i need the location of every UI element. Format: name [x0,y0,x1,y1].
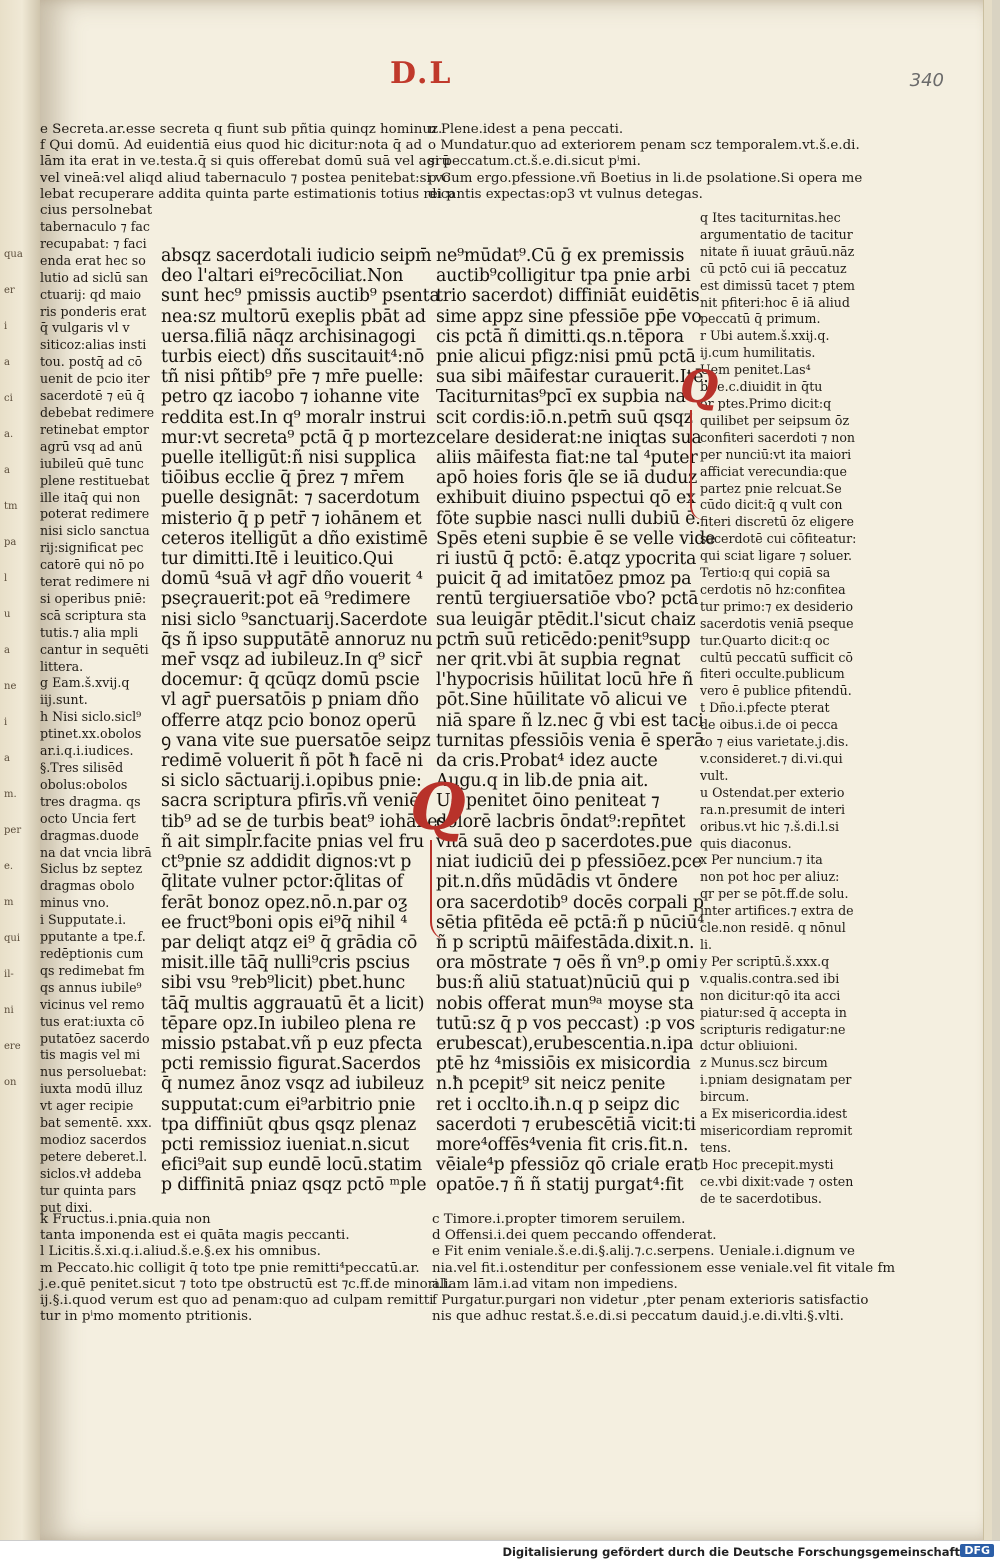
text-line: tanta imponenda est ei quāta magis peccanti. [40,1228,350,1244]
text-line: t Dño.i.pfecte pterat [700,700,830,716]
text-line: vitā suā deo p sacerdotes.pue [436,831,693,852]
text-line: rentū tergiuersatiōe vbo? pctā [436,589,699,610]
text-line: j.e.quē penitet.sicut ⁊ toto tpe obstructū est ⁊c.ff.de minori.l. [40,1276,452,1292]
book-page [40,0,992,1540]
text-line: tpa diffiniūt qbus qsqz plenaz [161,1114,417,1135]
text-line: fōte supbie nasci nulli dubiū ē. [436,508,701,529]
text-line: vicinus vel remo [40,996,145,1012]
text-line: f Purgatur.purgari non videtur ,pter penam exterioris satisfactio [432,1293,869,1309]
text-line: ri iustū q̄ pctō: ē.atqz ypocrita [436,549,697,570]
text-line: pseçrauerit:pot eā ⁹redimere [161,589,411,610]
spine-fragment: ere [4,1041,21,1052]
text-line: ret i occlto.iħ.n.q p seipz dic [436,1094,680,1115]
text-line: cūdo dicit:q̄ q vult con [700,497,843,513]
text-line: n.ħ pcepit⁹ sit neicz penite [436,1074,666,1095]
text-line: rij:significat pec [40,540,144,556]
text-line: tis magis vel mi [40,1047,141,1063]
text-line: o Mundatur.quo ad exteriorem penam scz temporalem.vt.š.e.di. [428,138,860,154]
text-line: h Nisi siclo.sicl⁹ [40,709,142,725]
text-line: ctuarij: qd maio [40,286,142,302]
initial-flourish-gloss [690,410,704,520]
text-line: celare desiderat:ne iniqtas sua [436,427,702,448]
text-line: fiteri occulte.publicum [700,666,845,682]
text-line: iuxta modū illuz [40,1081,143,1097]
text-line: c Timore.i.propter timorem seruilem. [432,1212,686,1227]
text-line: ris ponderis erat [40,303,147,319]
text-line: aliis māifesta fiat:ne tal ⁴puter [436,448,698,469]
text-line: i.pniam designatam per [700,1072,852,1088]
text-line: confiteri sacerdoti ⁊ non [700,429,856,445]
spine-fragment: ne [4,681,17,692]
text-line: lebat recuperare addita quinta parte estimationis totius rei p [40,186,455,202]
gloss-top-left [40,122,455,219]
text-line: more⁴offēs⁴venia fit cris.fit.n. [436,1134,689,1155]
text-line: cius persolnebat [40,203,153,219]
text-line: Siclus bz septez [40,861,143,877]
text-line: nia.vel fit.i.ostenditur per confessionem esse veniale.vel fit vitale fm [432,1260,896,1276]
decorated-initial-main: Q [410,770,466,845]
spine-fragment: a [4,753,10,764]
text-line: ij.cum humilitatis. [700,345,816,361]
text-line: turbis eiect) dñs suscitauit⁴:nō [161,347,425,368]
text-line: obolus:obolos [40,776,128,792]
text-line: puicit q̄ ad imitatōez pmoz pa [436,569,692,590]
text-line: §.Tres silisēd [40,760,124,775]
text-line: ar.i.q.i.iudices. [40,743,134,759]
text-line: tabernaculo ⁊ fac [40,219,150,234]
text-line: enda erat hec so [40,252,146,268]
text-line: a Ex misericordia.idest [700,1106,848,1122]
text-line: n Plene.idest a pena peccati. [428,122,624,137]
text-line: tur dimitti.Itē i leuitico.Qui [161,549,394,570]
text-line: sacerdotis veniā pseque [700,615,854,631]
text-line: octo Uncia fert [40,810,136,826]
spine-fragment: ni [4,1005,14,1016]
text-line: tib⁹ ad se de turbis beat⁹ iohānes [161,811,447,832]
text-line: petro qz iacobo ⁊ iohanne vite [161,387,420,408]
text-line: e Secreta.ar.esse secreta q fiunt sub pñtia quinqz hominuz. [40,122,443,137]
text-line: ptē hz ⁴missiōis ex misicordia [436,1054,691,1075]
dfg-logo: DFG [960,1544,994,1557]
spine-fragment: ci [4,393,13,404]
text-line: d Offensi.i.dei quem peccando offenderat. [432,1228,717,1244]
text-line: tou. postq̄ ad cō [40,354,143,370]
text-line: petere deberet.l. [40,1148,148,1164]
text-line: cantur in sequēti [40,641,149,657]
text-line: missio pstabat.vñ p euz pfecta [161,1033,423,1054]
text-line: si peccatum.ct.š.e.di.sicut pⁱmi. [428,154,641,170]
spine-fragment: m [4,897,14,908]
text-line: k Fructus.i.pnia.quia non [40,1212,211,1227]
text-line: q̄ numez ānoz vsqz ad iubileuz [161,1074,424,1095]
text-line: cerdotis nō hz:confitea [700,581,846,597]
text-line: cis pctā ñ dimitti.qs.n.tēpora [436,326,684,347]
text-line: debebat redimere [40,404,155,420]
text-line: v.qualis.contra.sed ibi [700,970,840,986]
text-line: per nunciū:vt ita maiori [700,446,852,462]
text-line: sacerdotē ⁊ eū q̄ [40,388,145,404]
text-line: b⁹.e.c.diuidit in q̄tu [700,379,823,395]
text-line: ij.§.i.quod verum est quo ad penam:quo ad culpam remitti [40,1293,434,1309]
text-line: ceteros itelligūt a dño existimē [161,528,428,549]
spine-fragment: qua [4,249,23,260]
text-line: sime appz sine pfessiōe pp̄e vo [436,306,702,327]
text-line: tāq̄ multis aggrauatū ēt a licit) [161,993,425,1014]
text-line: pcti remissio figurat.Sacerdos [161,1054,421,1075]
text-line: deo l'altari ei⁹recōciliat.Non [161,266,404,287]
text-line: tur primo:⁊ ex desiderio [700,598,854,614]
text-line: opatōe.⁊ ñ ñ statij purgat⁴:fit [436,1175,684,1196]
text-line: afficiat verecundia:que [700,463,847,479]
text-line: dctur obliuioni. [700,1038,798,1054]
text-line: vel vineā:vel aliqd aliud tabernaculo ⁊ postea penitebat:si vo [40,170,451,186]
gloss-top-right [428,122,863,203]
text-line: qui sciat ligare ⁊ soluer. [700,548,852,564]
text-line: f Qui domū. Ad euidentiā eius quod hic dicitur:nota q̄ ad [40,138,423,154]
text-line: non pot hoc per aliuz: [700,869,840,885]
running-title: D.L [390,56,453,91]
text-line: or ptes.Primo dicit:q [700,395,832,411]
text-line: cle.non residē. q nōnul [700,920,846,936]
decorated-initial-gloss: Q [680,362,719,413]
text-line: qs redimebat fm [40,962,145,978]
spine-fragment: a [4,357,10,368]
text-line: i Supputate.i. [40,912,127,928]
text-line: nitate ñ iuuat grāuū.nāz [700,243,855,259]
gloss-bottom-left [40,1212,452,1325]
text-line: reddita est.In q⁹ moralr instrui [161,407,426,428]
text-line: siticoz:alias insti [40,337,147,353]
text-line: est dimissū tacet ⁊ ptem [700,277,855,293]
spine-fragment: l [4,573,8,584]
digitization-footer [0,1540,1000,1562]
text-line: pctm̄ suū reticēdo:penit⁹supp [436,629,691,650]
text-line: inter artifices.⁊ extra de [700,903,854,919]
text-line: redimē voluerit ñ pōt ħ facē ni [161,751,423,772]
spine-fragment: pa [4,537,17,548]
text-line: catorē qui nō po [40,557,145,573]
text-line: littera. [40,658,84,674]
text-line: m Peccato.hic colligit q̄ toto tpe pnie remitti⁴peccatū.ar. [40,1260,420,1276]
text-line: tus erat:iuxta cō [40,1013,145,1029]
text-line: offerre atqz pcio bonoz operū [161,710,417,731]
text-line: q Ites taciturnitas.hec [700,210,841,225]
text-line: li. [700,936,713,952]
text-line: qs annus iubile⁹ [40,979,142,995]
text-line: nea:sz multorū exeplis pbāt ad [161,306,426,327]
text-line: to ⁊ eius varietate.j.dis. [700,734,849,750]
text-line: ct⁹pnie sz addidit dignos:vt p [161,852,412,873]
gloss-right-column [700,210,860,1207]
text-line: putatōez sacerdo [40,1030,150,1046]
text-line: cultū peccatū sufficit cō [700,649,854,665]
text-line: agrū vsq ad anū [40,438,143,454]
text-line: scā scriptura sta [40,607,147,623]
spine-fragment: i [4,717,8,728]
text-line: domū ⁴suā vł agr̄ dño vouerit ⁴ [161,569,423,590]
text-line: tur.Quarto dicit:q oc [700,632,830,648]
text-line: dolorē lacbris ōndat⁹:repn̄tet [436,811,686,832]
spine-fragment: u [4,609,11,620]
text-line: ne⁹mūdat⁹.Cū ḡ ex premissis [436,246,685,266]
text-line: vult. [700,767,729,783]
text-line: ptinet.xx.obolos [40,726,142,742]
text-line: siclos.vł addeba [40,1165,142,1181]
text-line: nis que adhuc restat.š.e.di.si peccatum dauid.j.e.di.vlti.§.vlti. [432,1309,844,1325]
text-line: da cris.Probat⁴ idez aucte [436,751,658,772]
spine-fragment: a [4,645,10,656]
text-line: peccatū q̄ primum. [700,311,821,327]
text-line: ora mōstrate ⁊ oēs ñ vn⁹.p omi [436,953,698,974]
text-line: bus:ñ aliū statuat)nūciū qui p [436,973,690,994]
text-line: z Munus.scz bircum [700,1055,828,1071]
text-line: scripturis redigatur:ne [700,1021,846,1037]
text-line: sua sibi māifestar curauerit.Itē. [436,367,709,388]
text-line: non dicitur:qō ita acci [700,987,841,1003]
text-line: Taciturnitas⁹pcī ex supbia na [436,387,686,408]
text-line: redēptionis cum [40,945,144,961]
text-line: scit cordis:iō.n.petm̄ suū qsqz [436,407,693,428]
text-line: quis diaconus. [700,835,792,851]
text-line: sunt hec⁹ pmissis auctib⁹ psenta [161,286,440,307]
text-line: r Ubi autem.š.xxij.q. [700,328,830,344]
text-line: tutis.⁊ alia mpli [40,624,139,640]
text-line: apō hoies foris q̄le se iā duduz [436,468,698,489]
text-line: si operibus pniē: [40,590,147,606]
text-line: cū pctō cui iā peccatuz [700,260,847,276]
text-line: vēiale⁴p pfessiōz qō criale erat [436,1155,701,1176]
text-line: misit.ille tāq̄ nulli⁹cris pscius [161,953,410,974]
text-line: si siclo sāctuarij.i.opibus pnie: [161,771,422,792]
text-line: sacra scriptura pfirīs.vñ veniē [161,791,420,812]
text-line: sibi vsu ⁹reb⁹licit) pbet.hunc [161,973,406,994]
text-line: argumentatio de tacitur [700,226,853,242]
text-line: Tertio:q qui copiā sa [700,565,831,581]
text-line: g Eam.š.xvij.q [40,675,130,691]
text-line: l Licitis.š.xi.q.i.aliud.š.e.§.ex his omnibus. [40,1244,321,1260]
text-line: q̄ vulgaris vl v [40,320,130,336]
text-line: nus persoluebat: [40,1064,147,1080]
text-line: tiōibus ecclie q̄ p̄rez ⁊ mr̄em [161,468,405,489]
footer-credit: Digitalisierung gefördert durch die Deutsche Forschungsgemeinschaft [502,1545,960,1559]
text-line: qr per se pōt.ff.de solu. [700,886,849,902]
text-line: dragmas obolo [40,878,135,894]
text-line: Uē penitet ōino peniteat ⁊ [436,791,660,812]
initial-flourish-main [430,840,450,940]
text-line: fiteri discretū ōz eligere [700,514,854,530]
spine-fragment: per [4,825,22,836]
text-line: iubileū quē tunc [40,455,144,471]
text-line: x Per nuncium.⁊ ita [700,852,823,868]
text-line: vero ē publice pfitendū. [700,683,852,699]
text-line: tutū:sz q̄ p vos peccast) :p vos [436,1013,695,1034]
text-line: sua leuigār ptēdit.l'sicut chaiz [436,609,696,630]
text-line: pit.n.dñs mūdādis vt ōndere [436,872,678,893]
text-line: u Ostendat.per exterio [700,784,845,800]
folio-number: 340 [909,70,944,91]
text-line: oribus.vt hic ⁊.š.di.l.si [700,818,839,834]
text-line: put dixi. [40,1199,93,1215]
text-line: de te sacerdotibus. [700,1190,822,1206]
text-line: sacerdotē cui cōfiteatur: [700,531,857,547]
text-line: tñ nisi pñtib⁹ pr̄e ⁊ mr̄e puelle: [161,367,424,388]
text-line: exhibuit diuino pspectui qō ex [436,488,696,509]
text-line: ee fruct⁹boni opis ei⁹q̄ nihil ⁴ [161,912,408,933]
spine-fragment: a. [4,429,14,440]
text-line: Augu.q in lib.de pnia ait. [436,771,649,792]
text-line: auctib⁹colligitur tpa pnie arbi [436,266,691,287]
text-line: puelle designāt: ⁊ sacerdotum [161,488,420,509]
text-line: v.consideret.⁊ di.vi.qui [700,751,843,766]
text-line: Spēs eteni supbie ē se velle vide [436,528,716,549]
text-line: ñ p scriptū māifestāda.dixit.n. [436,932,695,953]
text-line: lām ita erat in ve.testa.q̄ si quis offerebat domū suā vel agrū [40,154,451,170]
gloss-left-column [40,219,155,1216]
text-line: aliam lām.i.ad vitam non impediens. [432,1276,678,1292]
text-line: bircum. [700,1089,750,1105]
main-text-column-left [161,246,447,1196]
text-line: dicantis expectas:op3 vt vulnus detegas. [428,186,703,202]
spine-fragment: a [4,465,10,476]
text-line: na dat vncia librā [40,844,152,860]
text-line: docemur: q̄ qcūqz domū pscie [161,670,420,691]
spine-fragment: tm [4,501,18,512]
page-edge [983,0,992,1540]
text-line: puelle itelligūt:ñ nisi supplica [161,448,417,469]
text-line: b Hoc precepit.mysti [700,1156,834,1172]
spine-fragment: m. [4,789,17,800]
text-line: Uem penitet.Las⁴ [700,362,811,378]
text-line: pputante a tpe.f. [40,929,146,945]
text-line: y Per scriptū.š.xxx.q [700,953,830,969]
text-line: sētia pfitēda eē pctā:ñ p nūciū⁴ [436,912,705,933]
text-line: minus vno. [40,895,110,911]
text-line: tur in pⁱmo momento ptritionis. [40,1309,253,1325]
text-line: par deliqt atqz ei⁹ q̄ grādia cō [161,932,418,953]
text-line: vl agr̄ puersatōis p pniam dño [161,690,419,711]
text-line: uersa.filiā nāqz archisinagogi [161,326,416,347]
text-line: niā spare ñ lz.nec ḡ vbi est taci [436,710,704,731]
spine-fragment: i [4,321,8,332]
text-line: plene restituebat [40,472,150,488]
spine-fragment: il- [4,969,14,980]
text-line: mur:vt secreta⁹ pctā q̄ p mortez [161,427,436,448]
text-line: q̄s ñ ipso supputātē annoruz nu [161,629,433,650]
text-line: niat iudiciū dei p pfessiōez.pce [436,852,702,873]
spine-fragment: qui [4,933,21,944]
text-line: p Cum ergo.pfessione.vñ Boetius in li.de psolatione.Si opera me [428,170,863,186]
text-line: retinebat emptor [40,421,149,437]
text-line: tens. [700,1139,732,1155]
text-line: nisi siclo ⁹sanctuarij.Sacerdote [161,609,428,630]
text-line: ner qrit.vbi āt supbia regnat [436,650,681,671]
text-line: nit pfiteri:hoc ē iā aliud [700,294,850,310]
spine-fragment: e. [4,861,14,872]
text-line: ce.vbi dixit:vade ⁊ osten [700,1173,854,1189]
text-line: efici⁹ait sup eundē locū.statim [161,1155,423,1176]
text-line: ferāt bonoz opez.nō.n.par oƺ [161,892,408,913]
spine-fragment: er [4,285,15,296]
text-line: modioz sacerdos [40,1131,147,1147]
text-line: supputat:cum ei⁹arbitrio pnie [161,1094,416,1115]
text-line: ille itaq̄ qui non [40,489,141,505]
text-line: q̄litate vulner pctor:q̄litas of [161,872,403,893]
text-line: partez pnie relcuat.Se [700,480,842,496]
book-spine [0,0,41,1540]
text-line: turnitas pfessiōis venia ē sperā [436,730,705,751]
text-line: iij.sunt. [40,692,88,708]
text-line: tēpare opz.In iubileo plena re [161,1013,416,1034]
text-line: absqz sacerdotali iudicio seipm̄ [161,246,432,266]
text-line: tres dragma. qs [40,793,141,809]
text-line: ra.n.presumit de interi [700,801,846,817]
text-line: poterat redimere [40,506,150,522]
text-line: uenit de pcio iter [40,371,150,387]
text-line: tur quinta pars [40,1182,137,1198]
text-line: pōt.Sine hūilitate vō alicui ve [436,690,688,711]
text-line: recupabat: ⁊ faci [40,235,147,251]
text-line: pcti remissioz iueniat.n.sicut [161,1134,410,1155]
text-line: nobis offerat mun⁹ᵃ moyse sta [436,993,694,1014]
text-line: sacerdoti ⁊ erubescētiā vicit:ti [436,1114,696,1135]
text-line: ñ ait simpl̄r.facite pnias vel fru [161,831,424,852]
text-line: trio sacerdot) diffiniāt euidētis [436,286,700,307]
text-line: ora sacerdotib⁹ docēs corpali p [436,892,704,913]
text-line: quilibet per seipsum ōz [700,412,850,428]
text-line: misterio q̄ p petr̄ ⁊ iohānem et [161,508,422,529]
text-line: de oibus.i.de oi pecca [700,717,839,733]
text-line: e Fit enim veniale.š.e.di.§.alij.⁊.c.serpens. Ueniale.i.dignum ve [432,1244,855,1260]
text-line: piatur:sed q̄ accepta in [700,1004,847,1020]
text-line: nisi siclo sanctua [40,523,150,539]
text-line: mer̄ vsqz ad iubileuz.In q⁹ sicr̄ [161,650,422,671]
gloss-bottom-right [432,1212,896,1325]
text-line: terat redimere ni [40,574,150,590]
text-line: ꝯ vana vite sue puersatōe seipz [161,730,431,751]
text-line: p diffinitā pniaz qsqz pctō ᵐple [161,1175,427,1196]
text-line: bat sementē. xxx. [40,1115,152,1131]
text-line: erubescat),erubescentia.n.ipa [436,1033,694,1054]
text-line: vt ager recipie [40,1098,134,1114]
text-line: lutio ad siclū san [40,269,149,285]
text-line: dragmas.duode [40,827,139,843]
text-line: pnie alicui pfigz:nisi pmū pctā [436,347,696,368]
text-line: misericordiam repromit [700,1122,853,1138]
text-line: l'hypocrisis hūilitat locū hr̄e ñ [436,670,694,691]
spine-fragment: on [4,1077,17,1088]
